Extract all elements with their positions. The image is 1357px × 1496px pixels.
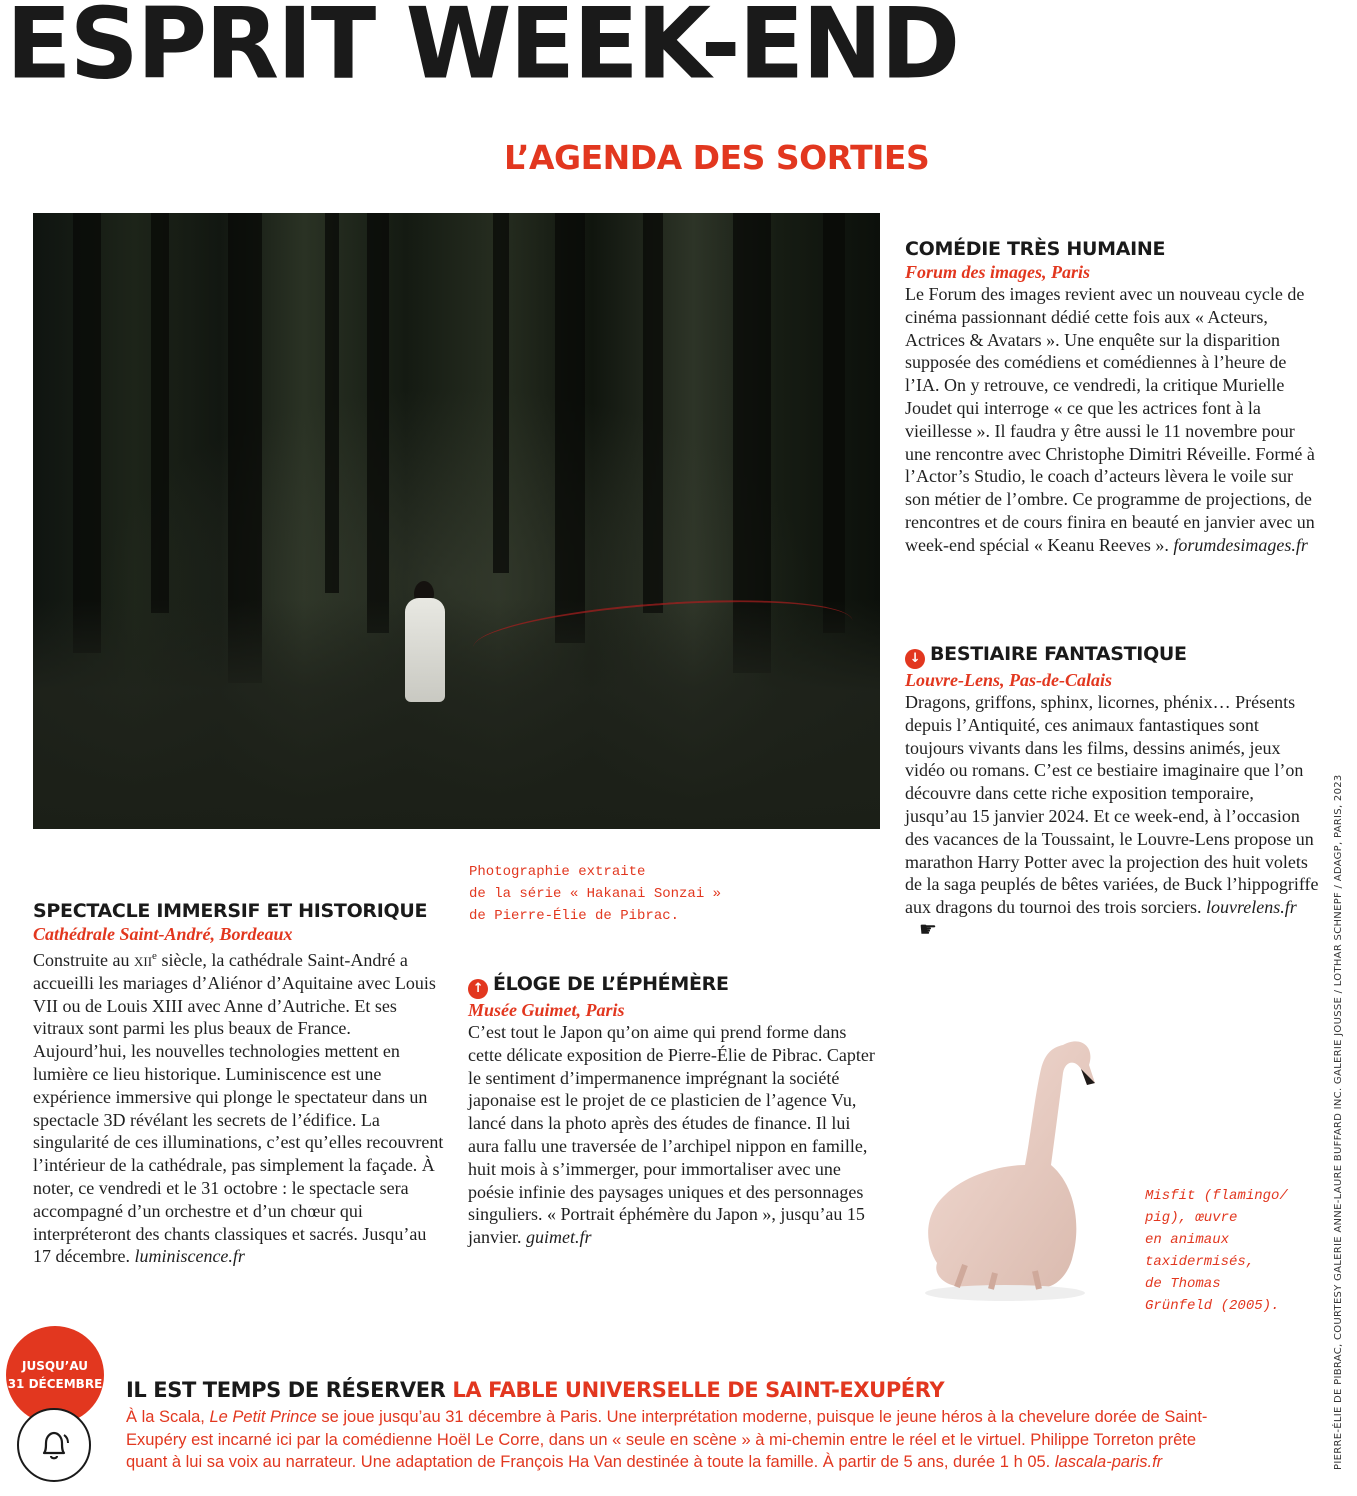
article-body: Construite au xii$^e$ siècle, la cathédrale Saint-André a accueilli les mariages d’Aliénor d’Aquitaine avec Louis VII ou de Louis XIII avec Anne d’Autriche. Et ses vitraux sont parmi les plus beaux de France. Aujourd’hui, les nouvelles technologies mettent en lumière ce lieu historique. Luminiscence est une expérience immersive qui plonge le spectateur dans un spectacle 3D révélant les secrets de l’édifice. La singularité de ces illuminations, c’est qu’elles recouvrent l’intérieur de la cathédrale, pas simplement la façade. À noter, ce vendredi et le 31 octobre : le spectacle sera accompagné d’un orchestre et d’un chœur qui interpréteront des chants classiques et sacrés. Jusqu’au 17 décembre. luminiscence.fr <box>33 950 444 1267</box>
section-title: L’AGENDA DES SORTIES <box>504 138 930 177</box>
article-eloge <box>468 972 880 1249</box>
article-body: Dragons, griffons, sphinx, licornes, phénix… Présents depuis l’Antiquité, ces animaux fantastiques sont toujours vivants dans les films, dessins animés, jeux vidéo ou romans. C’est ce bestiaire imaginaire que l’on découvre dans cette riche exposition temporaire, jusqu’au 15 janvier 2024. Et ce week-end, à l’occasion des vacances de la Toussaint, le Louvre-Lens propose un marathon Harry Potter avec la projection des huit volets de la saga peuplés de bêtes variées, de Buck l’hippogriffe aux dragons du tournoi des trois sorciers. louvrelens.fr☛ <box>905 692 1319 941</box>
arrow-down-icon: ↓ <box>905 649 925 669</box>
article-body: C’est tout le Japon qu’on aime qui prend forme dans cette délicate exposition de Pierre-Élie de Pibrac. Capter le sentiment d’impermanence imprégnant la société japonaise est le projet de ce plasticien de l’agence Vu, lancé dans la photo après des études de finance. Il lui aura fallu une traversée de l’archipel nippon en famille, huit mois à s’immerger, pour immortaliser avec une poésie infinie des paysages uniques et des personnages singuliers. « Portrait éphémère du Japon », jusqu’au 15 janvier. guimet.fr <box>468 1022 875 1248</box>
article-link[interactable]: guimet.fr <box>525 1227 592 1248</box>
article-place: Louvre-Lens, Pas-de-Calais <box>905 670 1112 690</box>
article-title: COMÉDIE TRÈS HUMAINE <box>905 238 1166 260</box>
flamingo-pig-sculpture <box>905 1025 1105 1315</box>
article-spectacle <box>33 899 445 1268</box>
article-comedie <box>905 237 1320 557</box>
arrow-up-icon: ↑ <box>468 979 488 999</box>
flamingo-caption: Misfit (flamingo/ pig), œuvre en animaux taxidermisés, de Thomas Grünfeld (2005). <box>1145 1188 1288 1314</box>
article-place: Forum des images, Paris <box>905 262 1091 282</box>
article-link[interactable]: louvrelens.fr <box>1205 897 1297 918</box>
article-body: Le Forum des images revient avec un nouveau cycle de cinéma passionnant dédié cette fois aux « Acteurs, Actrices & Avatars ». Une enquête sur la disparition supposée des comédiens et comédiennes à l’heure de l’IA. On y retrouve, ce vendredi, la critique Murielle Joudet qui interroge « ce que les actrices font à la vieillesse ». Il faudra y être aussi le 11 novembre pour une rencontre avec Christophe Dimitri Réveille. Formé à l’Actor’s Studio, le coach d’acteurs lèvera le voile sur son métier de l’ombre. Ce programme de projections, de rencontres et de cours finira en beauté en janvier avec un week-end spécial « Keanu Reeves ». forumdesimages.fr <box>905 284 1315 555</box>
badge-line-1: JUSQU’AU <box>21 1359 89 1373</box>
badge-line-2: 31 DÉCEMBRE <box>7 1377 103 1391</box>
article-title: SPECTACLE IMMERSIF ET HISTORIQUE <box>33 900 428 922</box>
bell-icon <box>17 1408 91 1482</box>
pointing-hand-icon: ☛ <box>919 918 937 941</box>
article-link[interactable]: luminiscence.fr <box>134 1246 245 1267</box>
masthead-title: ESPRIT WEEK-END <box>6 0 959 102</box>
photo-caption: Photographie extraite de la série « Hakanai Sonzai » de Pierre-Élie de Pibrac. <box>469 864 722 924</box>
booking-title: IL EST TEMPS DE RÉSERVER LA FABLE UNIVERSELLE DE SAINT-EXUPÉRY <box>126 1378 945 1402</box>
article-place: Musée Guimet, Paris <box>468 1000 625 1020</box>
article-link[interactable]: forumdesimages.fr <box>1173 534 1308 555</box>
article-title: ↑ ÉLOGE DE L’ÉPHÉMÈRE <box>468 972 880 999</box>
booking-link[interactable]: lascala-paris.fr <box>1054 1453 1163 1471</box>
article-bestiaire <box>905 642 1320 942</box>
article-place: Cathédrale Saint-André, Bordeaux <box>33 924 293 944</box>
photo-credits: PIERRE-ÉLIE DE PIBRAC, COURTESY GALERIE ANNE-LAURE BUFFARD INC. GALERIE JOUSSE / LOTHAR SCHNEPF / ADAGP, PARIS, 2023 <box>1333 774 1344 1470</box>
booking-body: À la Scala, Le Petit Prince se joue jusqu’au 31 décembre à Paris. Une interprétation moderne, puisque le jeune héros à la chevelure dorée de Saint-Exupéry est incarné ici par la comédienne Hoël Le Corre, dans un « seule en scène » à mi-chemin entre le réel et le virtuel. Philippe Torreton prête quant à lui sa voix au narrateur. Une adaptation de François Ha Van destinée à toute la famille. À partir de 5 ans, durée 1 h 05. lascala-paris.fr <box>126 1408 1208 1471</box>
article-title: ↓ BESTIAIRE FANTASTIQUE <box>905 642 1320 669</box>
woman-in-white-dress <box>405 598 445 702</box>
century-numeral: xii <box>134 950 153 970</box>
forest-photo <box>33 213 880 829</box>
